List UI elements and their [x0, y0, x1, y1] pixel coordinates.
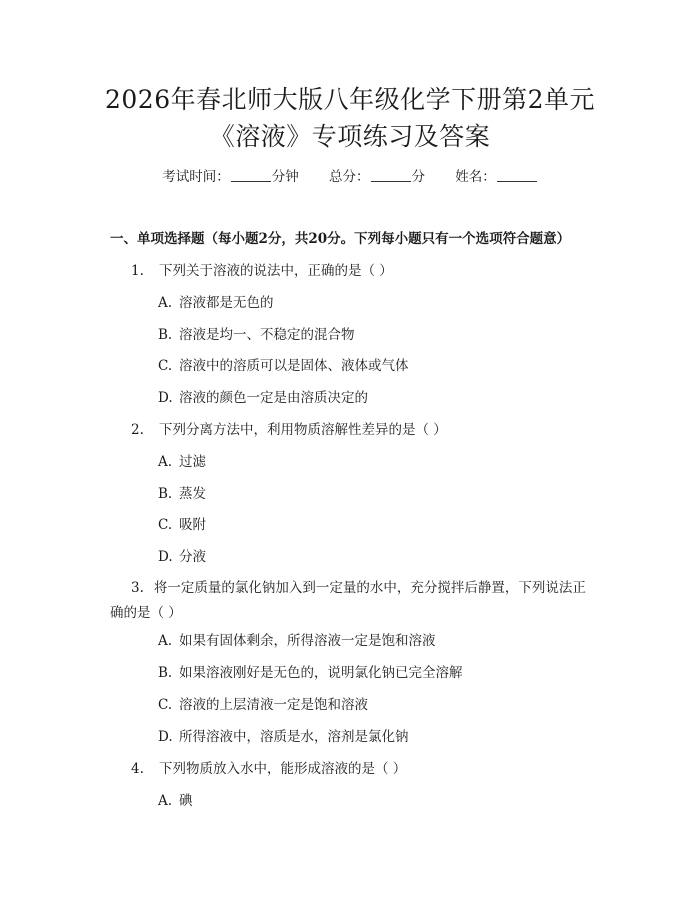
total-score-label: 总分： [329, 169, 370, 185]
option-letter: A. [158, 633, 173, 649]
student-name-label: 姓名： [455, 169, 496, 185]
student-name-blank[interactable] [497, 169, 537, 182]
question-stem [131, 421, 447, 439]
page-title-line2: 《溶液》专项练习及答案 [209, 122, 491, 151]
option-item[interactable] [158, 632, 436, 650]
student-name [455, 169, 538, 185]
option-letter: C. [158, 358, 173, 374]
option-text: 如果有固体剩余，所得溶液一定是饱和溶液 [179, 633, 436, 649]
question-number: 2. [131, 422, 144, 438]
option-item[interactable] [158, 516, 206, 534]
question-text: 将一定质量的氯化钠加入到一定量的水中，充分搅拌后静置，下列说法正确的是（ ） [110, 580, 586, 621]
option-letter: C. [158, 697, 173, 713]
option-text: 溶液的上层清液一定是饱和溶液 [179, 697, 368, 713]
option-item[interactable] [158, 664, 463, 682]
option-text: 溶液的颜色一定是由溶质决定的 [179, 390, 368, 406]
option-item[interactable] [158, 294, 274, 312]
option-text: 过滤 [179, 454, 206, 470]
option-item[interactable] [158, 453, 206, 471]
question-stem [131, 262, 393, 280]
option-item[interactable] [158, 792, 193, 810]
option-text: 如果溶液刚好是无色的，说明氯化钠已完全溶解 [179, 665, 463, 681]
exam-meta [0, 168, 700, 186]
total-score [329, 169, 425, 185]
total-score-blank[interactable] [371, 169, 411, 182]
option-letter: C. [158, 517, 173, 533]
exam-time [162, 169, 299, 185]
option-letter: D. [158, 729, 173, 745]
question-number: 1. [131, 263, 144, 279]
option-letter: A. [158, 793, 173, 809]
option-letter: B. [158, 665, 173, 681]
option-text: 溶液中的溶质可以是固体、液体或气体 [179, 358, 409, 374]
question-text: 下列关于溶液的说法中，正确的是（ ） [159, 263, 393, 279]
question-text: 下列分离方法中，利用物质溶解性差异的是（ ） [159, 422, 447, 438]
question-text: 下列物质放入水中，能形成溶液的是（ ） [159, 761, 407, 777]
exam-time-blank[interactable] [231, 169, 271, 182]
option-letter: B. [158, 486, 173, 502]
option-item[interactable] [158, 357, 409, 375]
option-item[interactable] [158, 696, 368, 714]
option-text: 溶液是均一、不稳定的混合物 [179, 327, 355, 343]
exam-time-unit: 分钟 [271, 169, 299, 185]
exam-time-label: 考试时间： [162, 169, 230, 185]
page-title-line1: 2026年春北师大版八年级化学下册第2单元 [104, 85, 596, 114]
question-stem [131, 760, 406, 778]
option-item[interactable] [158, 389, 368, 407]
total-score-unit: 分 [411, 169, 425, 185]
option-item[interactable] [158, 485, 206, 503]
option-letter: D. [158, 549, 173, 565]
option-text: 碘 [179, 793, 193, 809]
option-letter: B. [158, 327, 173, 343]
option-text: 吸附 [179, 517, 206, 533]
question-stem [110, 576, 590, 626]
option-item[interactable] [158, 728, 409, 746]
option-text: 分液 [179, 549, 206, 565]
option-item[interactable] [158, 326, 355, 344]
option-letter: A. [158, 454, 173, 470]
option-text: 所得溶液中，溶质是水，溶剂是氯化钠 [179, 729, 409, 745]
option-text: 溶液都是无色的 [179, 295, 274, 311]
option-letter: A. [158, 295, 173, 311]
option-text: 蒸发 [179, 486, 206, 502]
option-letter: D. [158, 390, 173, 406]
question-number: 3. [131, 580, 144, 596]
question-number: 4. [131, 761, 144, 777]
section-heading: 一、单项选择题（每小题2分，共20分。下列每小题只有一个选项符合题意） [110, 231, 571, 247]
option-item[interactable] [158, 548, 206, 566]
